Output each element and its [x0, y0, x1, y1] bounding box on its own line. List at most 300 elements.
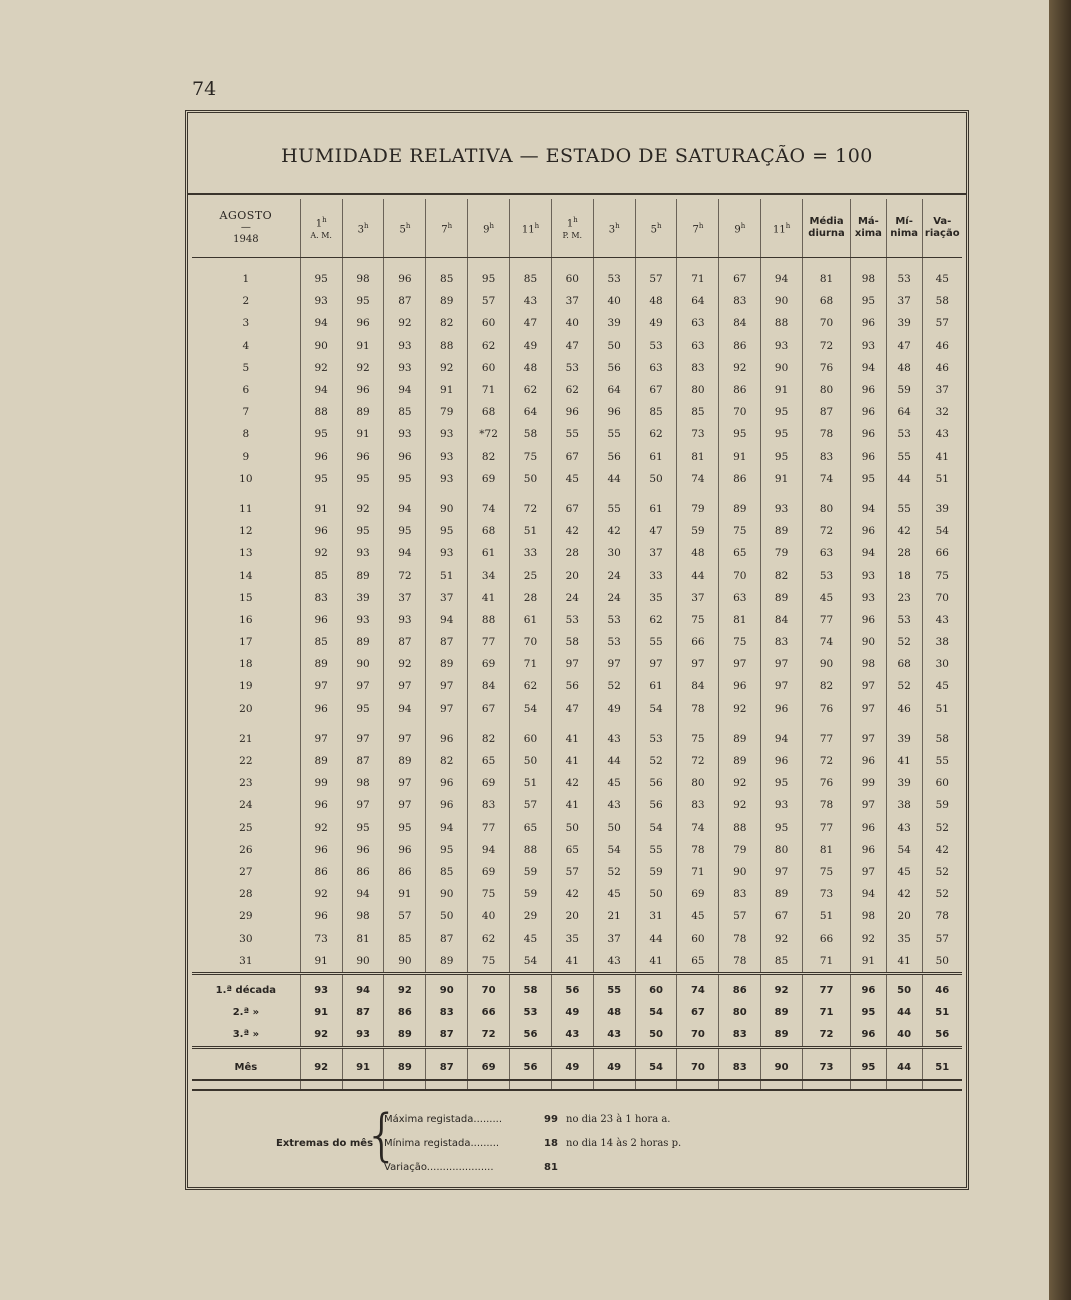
cell-value: 63: [677, 335, 719, 357]
cell-value: 70: [922, 587, 962, 609]
cell-value: 87: [426, 631, 468, 653]
cell-value: 57: [510, 794, 552, 816]
day-label: 10: [239, 472, 253, 485]
cell-value: 96: [719, 675, 761, 697]
cell-value: 70: [510, 631, 552, 653]
cell-value: 44: [886, 468, 922, 490]
cell-value: 53: [886, 423, 922, 445]
cell-value: 62: [551, 379, 593, 401]
cell-value: 42: [922, 839, 962, 861]
cell-value: 60: [922, 772, 962, 794]
cell-value: 77: [468, 817, 510, 839]
cell-value: 43: [593, 728, 635, 750]
cell-value: 94: [384, 498, 426, 520]
cell-value: 48: [510, 357, 552, 379]
day-label: 23: [239, 777, 253, 790]
cell-value: 39: [886, 772, 922, 794]
cell-value: 95: [761, 772, 803, 794]
cell-value: 68: [803, 290, 851, 312]
cell-value: 95: [300, 423, 342, 445]
cell-value: 75: [922, 564, 962, 586]
cell-value: 47: [551, 335, 593, 357]
cell-value: 76: [803, 698, 851, 720]
day-label: 26: [239, 843, 253, 856]
cell-value: 52: [886, 631, 922, 653]
cell-value: 49: [593, 698, 635, 720]
cell-value: 88: [468, 609, 510, 631]
cell-value: 85: [300, 631, 342, 653]
cell-value: 92: [300, 883, 342, 905]
cell-value: 97: [426, 698, 468, 720]
cell-value: 78: [677, 839, 719, 861]
cell-value: 37: [384, 587, 426, 609]
cell-value: 67: [468, 698, 510, 720]
cell-value: 89: [342, 564, 384, 586]
cell-value: 38: [922, 631, 962, 653]
cell-value: 43: [922, 423, 962, 445]
cell-value: 99: [300, 772, 342, 794]
month-value: 44: [886, 1057, 922, 1080]
header-variacao: Va- riação: [922, 199, 962, 258]
month-value: 49: [551, 1057, 593, 1080]
cell-value: 89: [761, 883, 803, 905]
page-number: 74: [192, 78, 217, 100]
cell-value: 80: [761, 839, 803, 861]
header-maxima: Má- xima: [851, 199, 887, 258]
cell-value: 67: [551, 446, 593, 468]
cell-value: 59: [510, 883, 552, 905]
month-label: Mês: [192, 1057, 300, 1080]
cell-value: 95: [384, 468, 426, 490]
cell-value: 97: [677, 653, 719, 675]
cell-value: 77: [803, 817, 851, 839]
table-row: [192, 839, 962, 861]
cell-value: 69: [468, 861, 510, 883]
cell-value: 60: [510, 728, 552, 750]
summary-value: 60: [635, 980, 677, 1002]
summary-value: 43: [593, 1024, 635, 1048]
summary-value: 77: [803, 980, 851, 1002]
table-row: [192, 772, 962, 794]
month-value: 69: [468, 1057, 510, 1080]
cell-value: 97: [342, 675, 384, 697]
cell-value: 88: [761, 312, 803, 334]
cell-value: 51: [803, 905, 851, 927]
cell-value: 71: [510, 653, 552, 675]
cell-value: 95: [342, 817, 384, 839]
cell-value: 94: [384, 379, 426, 401]
table-row: [192, 542, 962, 564]
header-hour: 3$^h$: [593, 199, 635, 258]
cell-value: 51: [510, 772, 552, 794]
cell-value: 85: [384, 927, 426, 949]
cell-value: 47: [510, 312, 552, 334]
cell-value: 86: [384, 861, 426, 883]
cell-value: 93: [851, 587, 887, 609]
cell-value: 78: [677, 698, 719, 720]
table-row: [192, 750, 962, 772]
cell-value: 66: [922, 542, 962, 564]
cell-value: 88: [426, 335, 468, 357]
cell-value: 64: [593, 379, 635, 401]
cell-value: 75: [468, 883, 510, 905]
cell-value: 96: [342, 379, 384, 401]
cell-value: 45: [677, 905, 719, 927]
cell-value: 95: [384, 520, 426, 542]
table-row: [192, 728, 962, 750]
cell-value: 96: [426, 772, 468, 794]
cell-value: 35: [886, 927, 922, 949]
header-hour: 5$^h$: [384, 199, 426, 258]
cell-value: 95: [342, 290, 384, 312]
cell-value: 41: [551, 750, 593, 772]
cell-value: 94: [426, 609, 468, 631]
cell-value: 63: [803, 542, 851, 564]
month-value: 90: [761, 1057, 803, 1080]
cell-value: 53: [635, 728, 677, 750]
cell-value: 98: [342, 258, 384, 291]
cell-value: 37: [886, 290, 922, 312]
summary-value: 49: [551, 1002, 593, 1024]
summary-value: 86: [384, 1002, 426, 1024]
decade-gap: [192, 720, 962, 728]
cell-value: 77: [803, 609, 851, 631]
cell-value: 96: [851, 609, 887, 631]
cell-value: 97: [851, 728, 887, 750]
cell-value: 69: [677, 883, 719, 905]
cell-value: 50: [510, 468, 552, 490]
cell-value: 85: [677, 401, 719, 423]
cell-value: 50: [551, 817, 593, 839]
cell-value: 94: [426, 817, 468, 839]
cell-value: 73: [677, 423, 719, 445]
cell-value: 32: [922, 401, 962, 423]
cell-value: 41: [468, 587, 510, 609]
cell-value: 46: [922, 357, 962, 379]
table-row: [192, 379, 962, 401]
cell-value: 61: [510, 609, 552, 631]
extreme-row: [384, 1162, 566, 1173]
cell-value: 91: [300, 950, 342, 974]
cell-value: 55: [922, 750, 962, 772]
cell-value: 91: [342, 335, 384, 357]
cell-value: 66: [677, 631, 719, 653]
cell-value: 83: [803, 446, 851, 468]
month-separator: [192, 1047, 962, 1057]
brace-icon: {: [364, 1103, 400, 1168]
summary-value: 89: [761, 1002, 803, 1024]
cell-value: 30: [922, 653, 962, 675]
cell-value: 49: [510, 335, 552, 357]
cell-value: 73: [803, 883, 851, 905]
cell-value: 81: [342, 927, 384, 949]
cell-value: 81: [803, 839, 851, 861]
cell-value: 74: [803, 468, 851, 490]
cell-value: 52: [635, 750, 677, 772]
cell-value: 95: [468, 258, 510, 291]
cell-value: 83: [719, 290, 761, 312]
extremes-label: Extremas do mês: [276, 1138, 374, 1149]
cell-value: 90: [851, 631, 887, 653]
extreme-note: no dia 23 à 1 hora a.: [566, 1114, 671, 1125]
cell-value: 64: [677, 290, 719, 312]
day-label: 24: [239, 799, 253, 812]
cell-value: 76: [803, 772, 851, 794]
cell-value: 89: [426, 950, 468, 974]
table-row: [192, 520, 962, 542]
cell-value: 94: [300, 312, 342, 334]
cell-value: 54: [510, 950, 552, 974]
cell-value: 28: [551, 542, 593, 564]
cell-value: 59: [510, 861, 552, 883]
cell-value: 48: [886, 357, 922, 379]
cell-value: 96: [851, 839, 887, 861]
cell-value: 55: [593, 498, 635, 520]
header-hour: 11$^h$: [761, 199, 803, 258]
month-value: 87: [426, 1057, 468, 1080]
extreme-note: no dia 14 às 2 horas p.: [566, 1138, 682, 1149]
day-label: 14: [239, 569, 253, 582]
header-hour: 1$^h$ A. M.: [300, 199, 342, 258]
cell-value: 59: [886, 379, 922, 401]
day-label: 19: [239, 680, 253, 693]
cell-value: 95: [761, 423, 803, 445]
cell-value: 84: [677, 675, 719, 697]
page-edge: [1049, 0, 1071, 1300]
day-label: 13: [239, 547, 253, 560]
cell-value: 96: [300, 609, 342, 631]
cell-value: 84: [761, 609, 803, 631]
cell-value: 78: [803, 794, 851, 816]
table-row: [192, 653, 962, 675]
cell-value: 95: [300, 468, 342, 490]
cell-value: 97: [719, 653, 761, 675]
cell-value: 62: [635, 609, 677, 631]
summary-value: 58: [510, 980, 552, 1002]
cell-value: 50: [426, 905, 468, 927]
cell-value: 66: [803, 927, 851, 949]
cell-value: 62: [468, 335, 510, 357]
cell-value: 87: [342, 750, 384, 772]
cell-value: 82: [426, 312, 468, 334]
cell-value: 89: [719, 750, 761, 772]
cell-value: 89: [300, 750, 342, 772]
header-hour: 3$^h$: [342, 199, 384, 258]
extreme-row: [384, 1114, 671, 1125]
cell-value: 94: [384, 698, 426, 720]
cell-value: 90: [803, 653, 851, 675]
day-label: 9: [242, 450, 250, 463]
cell-value: 61: [635, 446, 677, 468]
cell-value: 62: [635, 423, 677, 445]
cell-value: 77: [803, 728, 851, 750]
summary-value: 67: [677, 1002, 719, 1024]
table-row: [192, 423, 962, 445]
month-value: 92: [300, 1057, 342, 1080]
cell-value: 95: [300, 258, 342, 291]
cell-value: 96: [300, 520, 342, 542]
table-row: [192, 927, 962, 949]
cell-value: 59: [677, 520, 719, 542]
summary-value: 46: [922, 980, 962, 1002]
table-row: [192, 883, 962, 905]
cell-value: 92: [300, 817, 342, 839]
cell-value: 96: [300, 794, 342, 816]
cell-value: 42: [551, 772, 593, 794]
cell-value: 90: [426, 498, 468, 520]
cell-value: 80: [677, 772, 719, 794]
cell-value: 70: [719, 401, 761, 423]
cell-value: 96: [851, 401, 887, 423]
cell-value: 85: [761, 950, 803, 974]
cell-value: 93: [761, 794, 803, 816]
cell-value: 63: [635, 357, 677, 379]
summary-value: 92: [300, 1024, 342, 1048]
cell-value: 96: [384, 839, 426, 861]
cell-value: 95: [761, 446, 803, 468]
cell-value: 79: [719, 839, 761, 861]
cell-value: 64: [510, 401, 552, 423]
cell-value: 95: [719, 423, 761, 445]
cell-value: 45: [803, 587, 851, 609]
cell-value: 38: [886, 794, 922, 816]
cell-value: 90: [342, 653, 384, 675]
cell-value: 56: [551, 675, 593, 697]
cell-value: 86: [719, 379, 761, 401]
cell-value: 92: [384, 312, 426, 334]
extreme-key: Variação.....................: [384, 1162, 494, 1173]
day-label: 17: [239, 636, 253, 649]
cell-value: 86: [342, 861, 384, 883]
extreme-row: [384, 1138, 681, 1149]
summary-value: 51: [922, 1002, 962, 1024]
cell-value: 45: [593, 883, 635, 905]
cell-value: 50: [635, 883, 677, 905]
cell-value: 65: [468, 750, 510, 772]
extreme-value: 81: [544, 1162, 558, 1173]
summary-value: 83: [719, 1024, 761, 1048]
cell-value: 57: [635, 258, 677, 291]
cell-value: 50: [593, 335, 635, 357]
cell-value: 95: [426, 839, 468, 861]
cell-value: 73: [300, 927, 342, 949]
cell-value: 25: [510, 564, 552, 586]
cell-value: 53: [593, 631, 635, 653]
month-row: [192, 1057, 962, 1080]
cell-value: 94: [468, 839, 510, 861]
summary-value: 56: [922, 1024, 962, 1048]
cell-value: 70: [719, 564, 761, 586]
header-minima: Mí- nima: [886, 199, 922, 258]
cell-value: 52: [593, 861, 635, 883]
cell-value: 52: [886, 675, 922, 697]
cell-value: 33: [635, 564, 677, 586]
cell-value: 83: [677, 357, 719, 379]
day-label: 29: [239, 910, 253, 923]
summary-value: 56: [510, 1024, 552, 1048]
cell-value: 37: [677, 587, 719, 609]
cell-value: 96: [851, 520, 887, 542]
day-label: 1: [242, 273, 250, 286]
cell-value: 87: [384, 290, 426, 312]
cell-value: 97: [635, 653, 677, 675]
cell-value: 58: [922, 290, 962, 312]
cell-value: 57: [719, 905, 761, 927]
cell-value: 83: [719, 883, 761, 905]
table-row: [192, 905, 962, 927]
cell-value: 94: [300, 379, 342, 401]
day-label: 6: [242, 384, 250, 397]
cell-value: 93: [384, 357, 426, 379]
cell-value: 75: [803, 861, 851, 883]
cell-value: 40: [551, 312, 593, 334]
cell-value: 95: [761, 401, 803, 423]
cell-value: 31: [635, 905, 677, 927]
cell-value: 93: [761, 498, 803, 520]
cell-value: 51: [922, 468, 962, 490]
table-row: [192, 817, 962, 839]
cell-value: 24: [593, 587, 635, 609]
cell-value: 93: [426, 542, 468, 564]
cell-value: 82: [468, 728, 510, 750]
cell-value: 85: [426, 861, 468, 883]
table-row: [192, 446, 962, 468]
cell-value: 44: [593, 468, 635, 490]
cell-value: 48: [677, 542, 719, 564]
cell-value: 79: [761, 542, 803, 564]
cell-value: 87: [803, 401, 851, 423]
summary-value: 55: [593, 980, 635, 1002]
cell-value: 95: [851, 290, 887, 312]
cell-value: 92: [851, 927, 887, 949]
header-hour: 5$^h$: [635, 199, 677, 258]
extreme-key: Mínima registada.........: [384, 1138, 500, 1149]
cell-value: 89: [342, 401, 384, 423]
cell-value: 95: [342, 520, 384, 542]
summary-value: 87: [426, 1024, 468, 1048]
table-frame: [185, 110, 969, 1190]
cell-value: 96: [384, 258, 426, 291]
cell-value: 67: [551, 498, 593, 520]
header-month-year: AGOSTO — 1948: [192, 199, 300, 258]
summary-value: 40: [886, 1024, 922, 1048]
cell-value: 85: [384, 401, 426, 423]
day-label: 25: [239, 821, 253, 834]
cell-value: 97: [384, 675, 426, 697]
cell-value: 43: [922, 609, 962, 631]
summary-value: 92: [761, 980, 803, 1002]
month-value: 56: [510, 1057, 552, 1080]
cell-value: 53: [635, 335, 677, 357]
cell-value: 97: [300, 675, 342, 697]
cell-value: 53: [886, 609, 922, 631]
day-label: 15: [239, 591, 253, 604]
cell-value: 52: [922, 861, 962, 883]
cell-value: 33: [510, 542, 552, 564]
cell-value: 91: [851, 950, 887, 974]
cell-value: 96: [851, 312, 887, 334]
cell-value: 61: [635, 675, 677, 697]
cell-value: 97: [851, 675, 887, 697]
cell-value: 98: [342, 772, 384, 794]
header-hour: 7$^h$: [677, 199, 719, 258]
cell-value: 37: [635, 542, 677, 564]
table-row: [192, 468, 962, 490]
cell-value: 76: [803, 357, 851, 379]
cell-value: 59: [635, 861, 677, 883]
cell-value: 97: [761, 653, 803, 675]
cell-value: 54: [510, 698, 552, 720]
